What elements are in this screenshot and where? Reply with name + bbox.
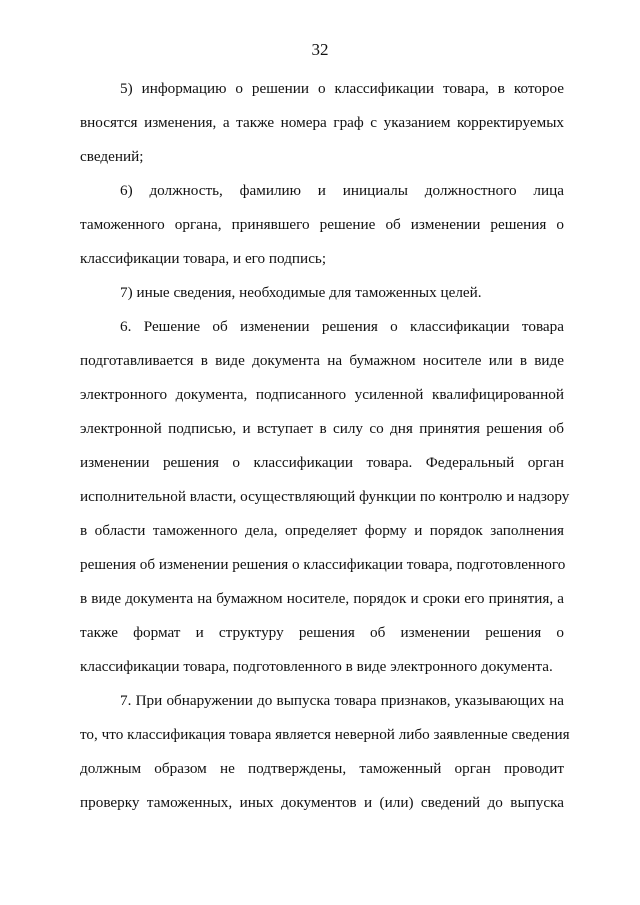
text-line: сведений;: [80, 148, 144, 165]
text-line-paragraph-7: 7. При обнаружении до выпуска товара признаков, указывающих на: [120, 692, 564, 709]
body-text: [80, 77, 570, 825]
text-line-paragraph-6: 6. Решение об изменении решения о классификации товара: [120, 318, 564, 335]
text-line: должным образом не подтверждены, таможенный орган проводит: [80, 760, 564, 777]
text-line: таможенного органа, принявшего решение об изменении решения о: [80, 216, 564, 233]
text-line: исполнительной власти, осуществляющий функции по контролю и надзору: [80, 488, 570, 505]
text-line: классификации товара, и его подпись;: [80, 250, 327, 267]
text-line: электронного документа, подписанного усиленной квалифицированной: [80, 386, 564, 403]
text-line: подготавливается в виде документа на бумажном носителе или в виде: [80, 352, 564, 369]
text-line: классификации товара, подготовленного в виде электронного документа.: [80, 658, 553, 675]
page-number: 32: [311, 40, 329, 59]
text-line: изменении решения о классификации товара. Федеральный орган: [80, 454, 564, 471]
text-line: электронной подписью, и вступает в силу со дня принятия решения об: [80, 420, 564, 437]
text-line: в виде документа на бумажном носителе, порядок и сроки его принятия, а: [80, 590, 564, 607]
text-line-item-6: 6) должность, фамилию и инициалы должностного лица: [120, 182, 564, 199]
text-line-item-5: 5) информацию о решении о классификации товара, в которое: [120, 80, 564, 97]
text-line-item-7: 7) иные сведения, необходимые для таможенных целей.: [120, 284, 482, 301]
text-line: в области таможенного дела, определяет форму и порядок заполнения: [80, 522, 564, 539]
text-line: то, что классификация товара является неверной либо заявленные сведения: [80, 726, 570, 743]
text-line: также формат и структуру решения об изменении решения о: [80, 624, 564, 641]
text-line: проверку таможенных, иных документов и (или) сведений до выпуска: [80, 794, 564, 811]
text-line: вносятся изменения, а также номера граф с указанием корректируемых: [80, 114, 564, 131]
text-line: решения об изменении решения о классификации товара, подготовленного: [80, 556, 566, 573]
